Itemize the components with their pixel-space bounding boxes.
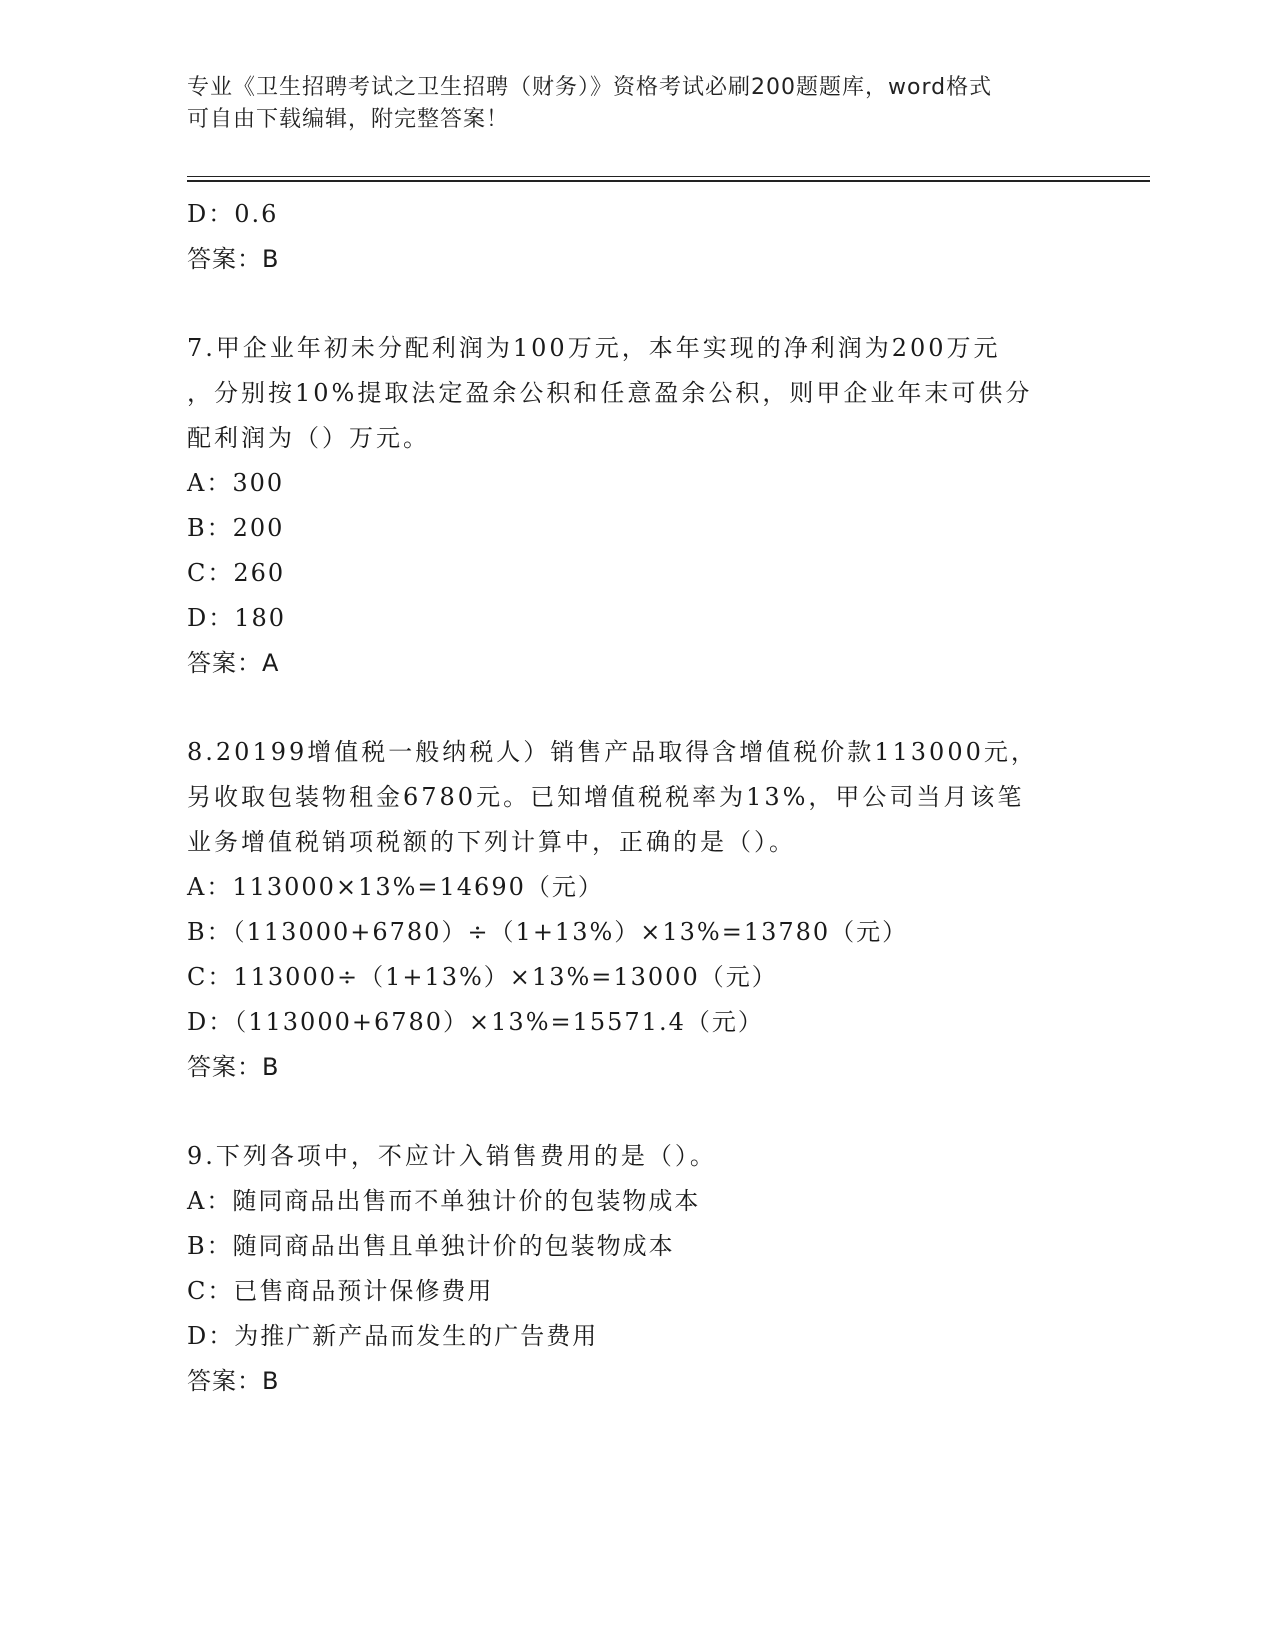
- question-text: [187, 730, 1087, 865]
- question-9: [187, 1134, 1087, 1404]
- option-d: D：0.6: [187, 200, 279, 228]
- option-a: A：113000×13%=14690（元）: [187, 873, 604, 901]
- option-c: C：260: [187, 559, 286, 587]
- option-d: D：（113000+6780）×13%=15571.4（元）: [187, 1008, 764, 1036]
- header-divider-thick: [187, 180, 1150, 182]
- question-text-line: 业务增值税销项税额的下列计算中，正确的是（）。: [187, 828, 796, 856]
- question-7: [187, 326, 1087, 686]
- question-text-line: 8.20199增值税一般纳税人）销售产品取得含增值税价款113000元，: [187, 738, 1038, 766]
- answer-line: 答案：B: [187, 245, 280, 273]
- answer-line: 答案：A: [187, 649, 280, 677]
- option-b: B：（113000+6780）÷（1+13%）×13%=13780（元）: [187, 918, 909, 946]
- option-a: A：300: [187, 469, 285, 497]
- option-c: C：已售商品预计保修费用: [187, 1277, 494, 1305]
- question-text-line: 9.下列各项中，不应计入销售费用的是（）。: [187, 1142, 717, 1170]
- previous-question-tail: [187, 192, 1087, 282]
- document-body: [187, 192, 1087, 1404]
- option-d: D：为推广新产品而发生的广告费用: [187, 1322, 599, 1350]
- option-c: C：113000÷（1+13%）×13%=13000（元）: [187, 963, 778, 991]
- question-text-line: 另收取包装物租金6780元。已知增值税税率为13%，甲公司当月该笔: [187, 783, 1025, 811]
- page-header: [187, 72, 1067, 136]
- question-text: [187, 326, 1087, 461]
- option-b: B：随同商品出售且单独计价的包装物成本: [187, 1232, 675, 1260]
- question-text: [187, 1134, 1087, 1179]
- header-divider: [187, 176, 1150, 177]
- question-text-line: 配利润为（）万元。: [187, 424, 430, 452]
- question-text-line: ，分别按10%提取法定盈余公积和任意盈余公积，则甲企业年末可供分: [187, 379, 1033, 407]
- answer-line: 答案：B: [187, 1053, 280, 1081]
- header-line-2: 可自由下载编辑，附完整答案！: [187, 107, 510, 132]
- header-line-1: 专业《卫生招聘考试之卫生招聘（财务）》资格考试必刷200题题库，word格式: [187, 75, 993, 100]
- question-8: [187, 730, 1087, 1090]
- option-b: B：200: [187, 514, 285, 542]
- answer-line: 答案：B: [187, 1367, 280, 1395]
- question-text-line: 7.甲企业年初未分配利润为100万元，本年实现的净利润为200万元: [187, 334, 1001, 362]
- option-d: D：180: [187, 604, 287, 632]
- option-a: A：随同商品出售而不单独计价的包装物成本: [187, 1187, 701, 1215]
